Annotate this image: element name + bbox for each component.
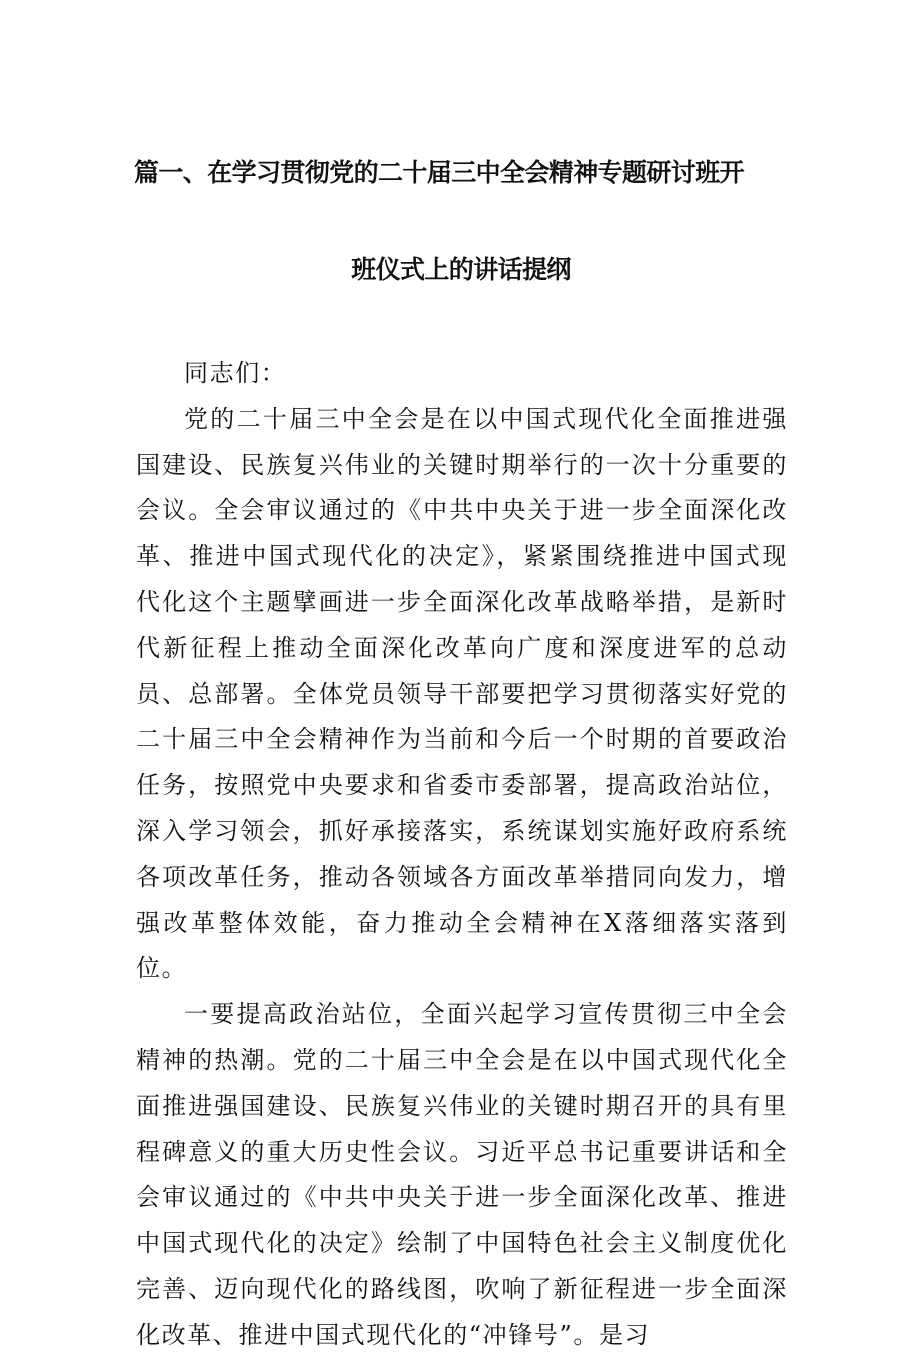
body-paragraph-2: 一要提高政治站位，全面兴起学习宣传贯彻三中全会精神的热潮。党的二十届三中全会是在以中国式现代化全面推进强国建设、民族复兴伟业的关键时期召开的具有里程碑意义的重大历史性会议。习近平总书记重要讲话和全会审议通过的《中共中央关于进一步全面深化改革、推进中国式现代化的决定》绘制了中国特色社会主义制度优化完善、迈向现代化的路线图，吹响了新征程进一步全面深化改革、推进中国式现代化的“冲锋号”。是习 [136, 1000, 788, 1349]
body-paragraph-1: 党的二十届三中全会是在以中国式现代化全面推进强国建设、民族复兴伟业的关键时期举行的一次十分重要的会议。全会审议通过的《中共中央关于进一步全面深化改革、推进中国式现代化的决定》，紧紧围绕推进中国式现代化这个主题擘画进一步全面深化改革战略举措，是新时代新征程上推动全面深化改革向广度和深度进军的总动员、总部署。全体党员领导干部要把学习贯彻落实好党的二十届三中全会精神作为当前和今后一个时期的首要政治任务，按照党中央要求和省委市委部署，提高政治站位，深入学习领会，抓好承接落实，系统谋划实施好政府系统各项改革任务，推动各领域各方面改革举措同向发力，增强改革整体效能，奋力推动全会精神在X落细落实落到位。 [136, 404, 788, 983]
document-title-line-1: 篇一、在学习贯彻党的二十届三中全会精神专题研讨班开 [134, 158, 745, 187]
document-title-line-2: 班仪式上的讲话提纲 [351, 255, 571, 284]
document-body [136, 351, 788, 1359]
salutation: 同志们： [184, 359, 287, 387]
